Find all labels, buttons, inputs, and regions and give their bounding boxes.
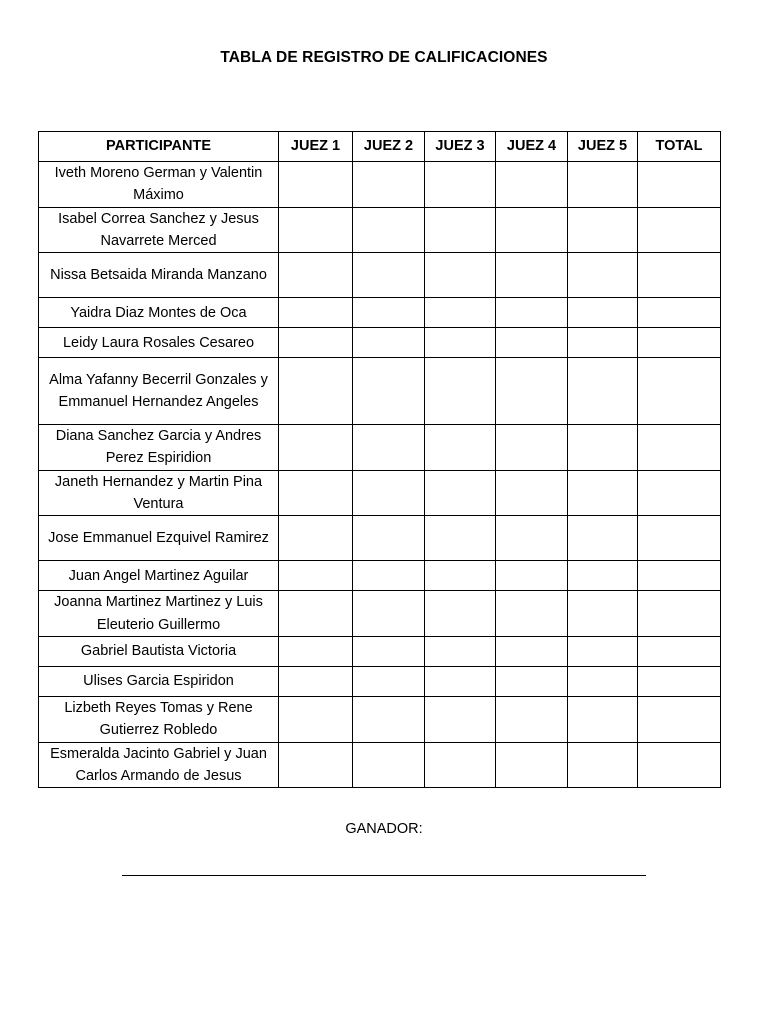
score-cell-juez-4 [496, 636, 568, 666]
header-juez-5: JUEZ 5 [568, 132, 638, 162]
table-row [39, 253, 721, 298]
header-juez-2: JUEZ 2 [353, 132, 425, 162]
score-cell-juez-4 [496, 666, 568, 696]
table-row [39, 636, 721, 666]
score-cell-juez-4 [496, 591, 568, 637]
score-cell-juez-5 [568, 328, 638, 358]
total-cell [638, 358, 721, 425]
table-row [39, 162, 721, 208]
participant-name: Isabel Correa Sanchez y Jesus Navarrete Merced [39, 207, 279, 253]
table-row [39, 666, 721, 696]
score-cell-juez-5 [568, 561, 638, 591]
score-cell-juez-2 [353, 696, 425, 742]
score-cell-juez-3 [425, 470, 496, 516]
score-cell-juez-5 [568, 516, 638, 561]
participant-name: Yaidra Diaz Montes de Oca [39, 298, 279, 328]
total-cell [638, 696, 721, 742]
total-cell [638, 470, 721, 516]
score-cell-juez-3 [425, 742, 496, 788]
grades-table [38, 131, 721, 788]
table-row [39, 591, 721, 637]
score-cell-juez-4 [496, 253, 568, 298]
score-cell-juez-5 [568, 162, 638, 208]
score-cell-juez-1 [279, 561, 353, 591]
participant-name: Janeth Hernandez y Martin Pina Ventura [39, 470, 279, 516]
score-cell-juez-5 [568, 742, 638, 788]
score-cell-juez-3 [425, 636, 496, 666]
participant-name: Leidy Laura Rosales Cesareo [39, 328, 279, 358]
score-cell-juez-1 [279, 328, 353, 358]
total-cell [638, 207, 721, 253]
total-cell [638, 425, 721, 471]
score-cell-juez-4 [496, 358, 568, 425]
score-cell-juez-5 [568, 636, 638, 666]
header-juez-3: JUEZ 3 [425, 132, 496, 162]
score-cell-juez-4 [496, 516, 568, 561]
score-cell-juez-4 [496, 561, 568, 591]
score-cell-juez-1 [279, 516, 353, 561]
score-cell-juez-2 [353, 561, 425, 591]
score-cell-juez-4 [496, 696, 568, 742]
participant-name: Esmeralda Jacinto Gabriel y Juan Carlos Armando de Jesus [39, 742, 279, 788]
participant-name: Joanna Martinez Martinez y Luis Eleuterio Guillermo [39, 591, 279, 637]
total-cell [638, 328, 721, 358]
score-cell-juez-1 [279, 358, 353, 425]
score-cell-juez-5 [568, 470, 638, 516]
score-cell-juez-1 [279, 696, 353, 742]
total-cell [638, 561, 721, 591]
score-cell-juez-5 [568, 207, 638, 253]
score-cell-juez-3 [425, 358, 496, 425]
table-row [39, 470, 721, 516]
score-cell-juez-2 [353, 162, 425, 208]
score-cell-juez-2 [353, 666, 425, 696]
score-cell-juez-4 [496, 742, 568, 788]
table-row [39, 207, 721, 253]
score-cell-juez-3 [425, 425, 496, 471]
score-cell-juez-2 [353, 636, 425, 666]
score-cell-juez-1 [279, 298, 353, 328]
table-header-row [39, 132, 721, 162]
score-cell-juez-3 [425, 207, 496, 253]
score-cell-juez-2 [353, 742, 425, 788]
score-cell-juez-5 [568, 591, 638, 637]
score-cell-juez-5 [568, 425, 638, 471]
page-title: TABLA DE REGISTRO DE CALIFICACIONES [220, 49, 548, 66]
participant-name: Lizbeth Reyes Tomas y Rene Gutierrez Robledo [39, 696, 279, 742]
participant-name: Gabriel Bautista Victoria [39, 636, 279, 666]
table-row [39, 742, 721, 788]
score-cell-juez-2 [353, 591, 425, 637]
score-cell-juez-4 [496, 207, 568, 253]
header-juez-1: JUEZ 1 [279, 132, 353, 162]
score-cell-juez-3 [425, 298, 496, 328]
participant-name: Diana Sanchez Garcia y Andres Perez Espiridion [39, 425, 279, 471]
participant-name: Nissa Betsaida Miranda Manzano [39, 253, 279, 298]
header-juez-4: JUEZ 4 [496, 132, 568, 162]
total-cell [638, 591, 721, 637]
score-cell-juez-5 [568, 666, 638, 696]
score-cell-juez-1 [279, 742, 353, 788]
table-row [39, 696, 721, 742]
score-cell-juez-5 [568, 696, 638, 742]
score-cell-juez-1 [279, 591, 353, 637]
score-cell-juez-4 [496, 162, 568, 208]
participant-name: Ulises Garcia Espiridon [39, 666, 279, 696]
score-cell-juez-3 [425, 253, 496, 298]
header-participante: PARTICIPANTE [39, 132, 279, 162]
total-cell [638, 666, 721, 696]
winner-signature-line [122, 875, 646, 876]
total-cell [638, 636, 721, 666]
score-cell-juez-1 [279, 470, 353, 516]
score-cell-juez-2 [353, 328, 425, 358]
participant-name: Jose Emmanuel Ezquivel Ramirez [39, 516, 279, 561]
header-total: TOTAL [638, 132, 721, 162]
score-cell-juez-2 [353, 516, 425, 561]
table-row [39, 516, 721, 561]
total-cell [638, 253, 721, 298]
score-cell-juez-3 [425, 696, 496, 742]
score-cell-juez-4 [496, 328, 568, 358]
total-cell [638, 742, 721, 788]
score-cell-juez-2 [353, 470, 425, 516]
score-cell-juez-1 [279, 666, 353, 696]
score-cell-juez-2 [353, 425, 425, 471]
total-cell [638, 516, 721, 561]
score-cell-juez-1 [279, 425, 353, 471]
score-cell-juez-3 [425, 162, 496, 208]
score-cell-juez-1 [279, 253, 353, 298]
score-cell-juez-1 [279, 636, 353, 666]
score-cell-juez-2 [353, 253, 425, 298]
table-row [39, 425, 721, 471]
score-cell-juez-1 [279, 207, 353, 253]
winner-label: GANADOR: [345, 821, 423, 837]
score-cell-juez-5 [568, 253, 638, 298]
score-cell-juez-3 [425, 328, 496, 358]
score-cell-juez-4 [496, 298, 568, 328]
score-cell-juez-1 [279, 162, 353, 208]
table-row [39, 328, 721, 358]
participant-name: Iveth Moreno German y Valentin Máximo [39, 162, 279, 208]
total-cell [638, 298, 721, 328]
score-cell-juez-3 [425, 666, 496, 696]
participant-name: Alma Yafanny Becerril Gonzales y Emmanuel Hernandez Angeles [39, 358, 279, 425]
score-cell-juez-5 [568, 358, 638, 425]
score-cell-juez-4 [496, 470, 568, 516]
participant-name: Juan Angel Martinez Aguilar [39, 561, 279, 591]
table-row [39, 358, 721, 425]
score-cell-juez-3 [425, 516, 496, 561]
score-cell-juez-3 [425, 591, 496, 637]
score-cell-juez-4 [496, 425, 568, 471]
score-cell-juez-5 [568, 298, 638, 328]
score-cell-juez-2 [353, 207, 425, 253]
table-row [39, 298, 721, 328]
score-cell-juez-3 [425, 561, 496, 591]
score-cell-juez-2 [353, 298, 425, 328]
total-cell [638, 162, 721, 208]
table-row [39, 561, 721, 591]
score-cell-juez-2 [353, 358, 425, 425]
